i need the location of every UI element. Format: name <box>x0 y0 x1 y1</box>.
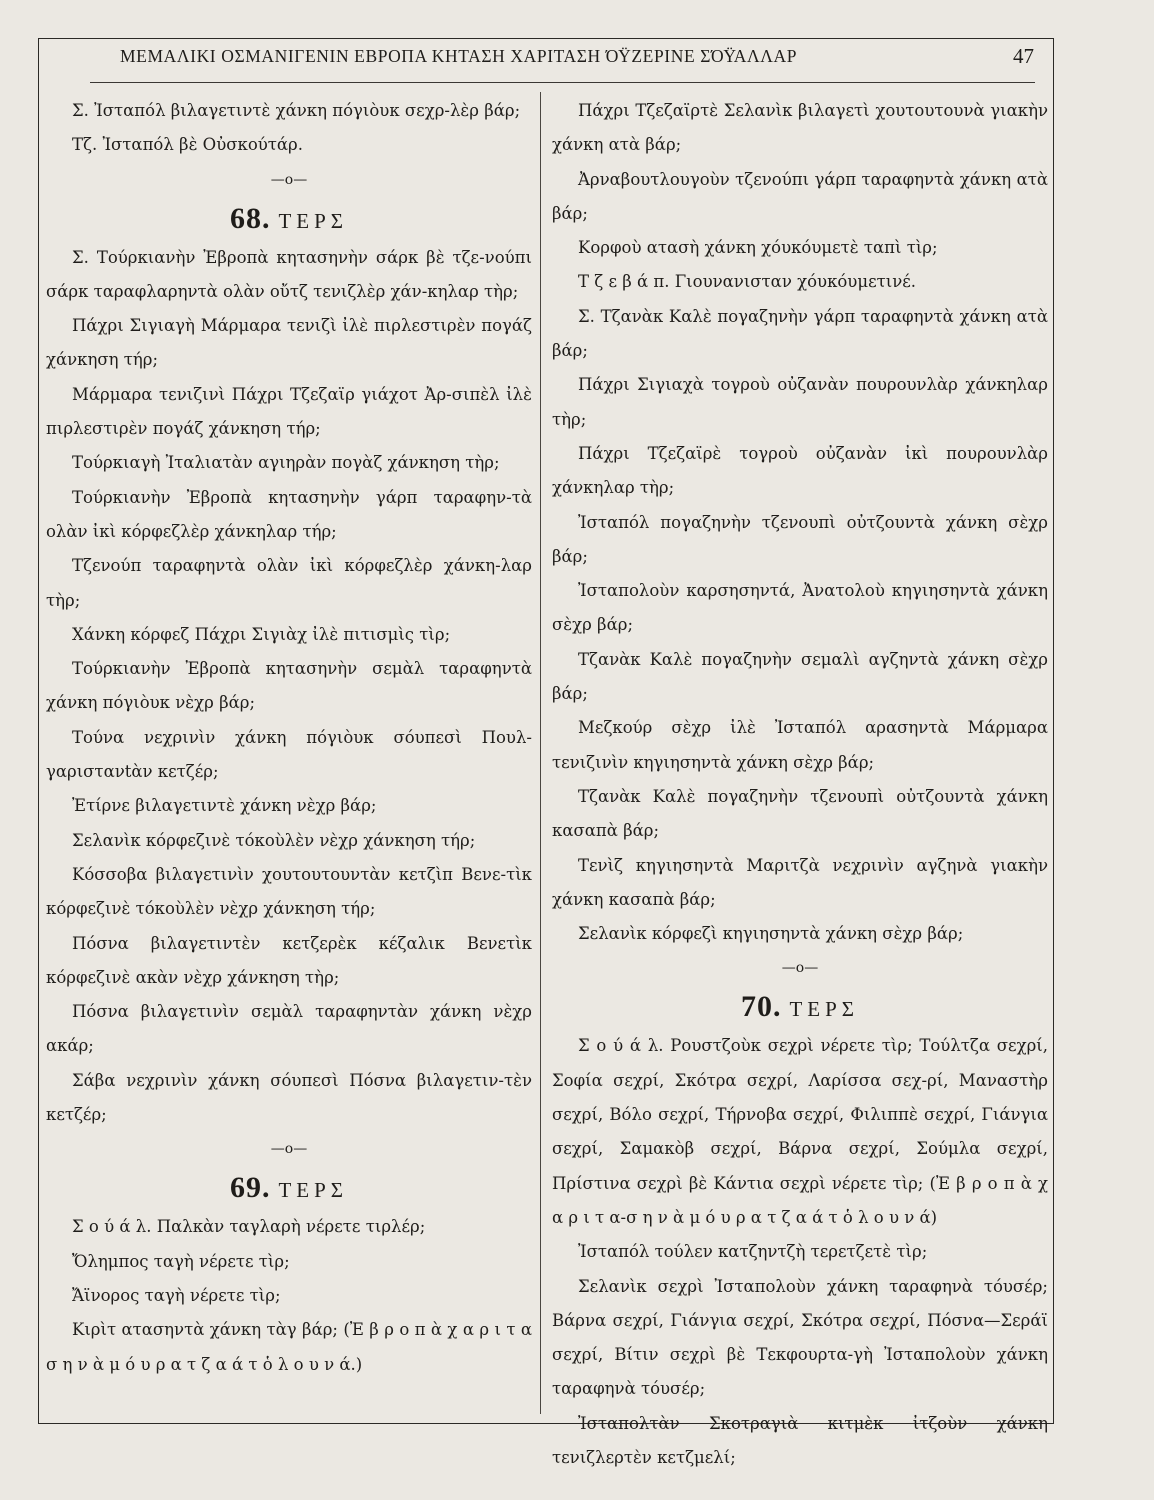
page-number: 47 <box>1013 44 1034 68</box>
paragraph: Κιρὶτ ατασηντὰ χάνκη τὰγ βάρ; (Ἐ β ρ ο π ὰ χ α ρ ι τ α σ η ν ὰ μ ό υ ρ α τ ζ α ά τ ὁ λ ο υ ν ά.) <box>46 1320 532 1374</box>
section-separator: —ο— <box>781 960 819 977</box>
running-title: ΜΕΜΑΛΙΚΙ ΟΣΜΑΝΙΓΕΝΙΝ ΕΒΡΟΠΑ ΚΗΤΑΣΗ ΧΑΡΙΤΑΣΗ ΌΫΖΕΡΙΝΕ ΣΌΫΑΛΛΑΡ <box>120 46 798 66</box>
paragraph: Τζανὰκ Καλὲ πογαζηνὴν σεμαλὶ αγζηντὰ χάνκη σὲχρ βάρ; <box>552 649 1048 704</box>
paragraph: Ἄϊνορος ταγὴ νέρετε τὶρ; <box>72 1285 281 1305</box>
paragraph: Ἐτίρνε βιλαγετιντὲ χάνκη νὲχρ βάρ; <box>72 796 377 816</box>
section-separator: —ο— <box>270 171 308 188</box>
lesson-number: 70. <box>740 990 782 1024</box>
lesson-heading-70 <box>552 985 1048 1029</box>
paragraph: Σ ο ύ ά λ. Ρουστζοὺκ σεχρὶ νέρετε τὶρ; Τούλτζα σεχρί, Σοφία σεχρί, Σκότρα σεχρί, Λαρίσσα σεχ-ρί, Μαναστὴρ σεχρί, Βόλο σεχρί, Τήρνοβα σεχρί, Φιλιππὲ σεχρί, Γιάνγια σεχρί, Σαμακὸβ σεχρί, Βάρνα σεχρί, Σούμλα σεχρί, Πρίστινα σεχρὶ βὲ Κάντια σεχρὶ νέρετε τὶρ; (Ἐ β ρ ο π ὰ χ α ρ ι τ α-σ η ν ὰ μ ό υ ρ α τ ζ α ά τ ὁ λ ο υ ν ά) <box>552 1036 1048 1227</box>
lesson-word: ΤΕΡΣ <box>278 1178 349 1203</box>
paragraph: Πόσνα βιλαγετιντὲν κετζερὲκ κέζαλικ Βενετὶκ κόρφεζινὲ ακὰν νὲχρ χάνκηση τὴρ; <box>46 933 532 987</box>
left-column <box>46 94 532 1382</box>
running-header <box>38 46 1054 74</box>
paragraph: Σελανὶκ σεχρὶ Ἰσταπολοὺν χάνκη ταραφηνὰ τόυσέρ; Βάρνα σεχρί, Γιάνγια σεχρί, Σκότρα σεχρί, Πόσνα—Σεράϊ σεχρί, Βίτιν σεχρὶ βὲ Τεκφουρτα-γὴ Ἰσταπολοὺν χάνκη ταραφηνὰ τόυσέρ; <box>552 1276 1048 1399</box>
paragraph: Σ. Ἰσταπόλ βιλαγετιντὲ χάνκη πόγιὸυκ σεχρ-λὲρ βάρ; <box>72 101 521 120</box>
paragraph: Τούνα νεχρινὶν χάνκη πόγιὸυκ σόυπεσὶ Πουλ-γαριστανtὰν κετζέρ; <box>46 727 532 782</box>
paragraph: Πάχρι Σιγιαγὴ Μάρμαρα τενιζὶ ἰλὲ πιρλεστιρὲν πογάζ χάνκηση τήρ; <box>46 316 532 370</box>
paragraph: Τούρκιανὴν Ἐβροπὰ κητασηνὴν γάρπ ταραφην-τὰ ολὰν ἰκὶ κόρφεζλὲρ χάνκηλαρ τήρ; <box>46 487 532 541</box>
lesson-word: ΤΕΡΣ <box>789 997 860 1022</box>
paragraph: Ἰσταπολοὺν καρσησηντά, Ἀνατολοὺ κηγιησηντὰ χάνκη σὲχρ βάρ; <box>552 581 1048 635</box>
lesson-number: 68. <box>229 201 271 235</box>
lesson-word: ΤΕΡΣ <box>278 208 349 233</box>
lesson-heading-68 <box>46 197 532 241</box>
paragraph: Σ ο ύ ά λ. Παλκὰν ταγλαρὴ νέρετε τιρλέρ; <box>72 1217 426 1237</box>
paragraph: Χάνκη κόρφεζ Πάχρι Σιγιὰχ ἰλὲ πιτισμὶς τὶρ; <box>72 624 451 644</box>
paragraph: Σάβα νεχρινὶν χάνκη σόυπεσὶ Πόσνα βιλαγετιν-τὲν κετζέρ; <box>46 1070 532 1125</box>
paragraph: Τ ζ ε β ά π. Γιουνανισταν χόυκόυμετινέ. <box>578 272 917 292</box>
section-separator: —ο— <box>270 1141 308 1158</box>
right-column <box>552 94 1048 1475</box>
paragraph: Ὄλημπος ταγὴ νέρετε τὶρ; <box>72 1251 290 1271</box>
paragraph: Τούρκιαγὴ Ἰταλιατὰν αγιηρὰν πογὰζ χάνκηση τὴρ; <box>72 453 500 473</box>
paragraph: Πάχρι Τζεζαϊρτὲ Σελανὶκ βιλαγετὶ χουτουτουνὰ γιακὴν χάνκη ατὰ βάρ; <box>552 101 1048 155</box>
paragraph: Ἀρναβουτλουγοὺν τζενούπι γάρπ ταραφηντὰ χάνκη ατὰ βάρ; <box>552 169 1048 223</box>
paragraph: Πάχρι Σιγιαχὰ τογροὺ οὐζανὰν πουρουνλὰρ χάνκηλαρ τὴρ; <box>552 375 1048 429</box>
lesson-heading-69 <box>46 1166 532 1210</box>
paragraph: Ἰσταπολτὰν Σκοτραγιὰ κιτμὲκ ἰτζοὺν χάνκη τενιζλερτὲν κετζμελί; <box>552 1413 1048 1467</box>
paragraph: Πόσνα βιλαγετινὶν σεμὰλ ταραφηντὰν χάνκη νὲχρ ακάρ; <box>46 1002 532 1056</box>
paragraph: Σ. Τζανὰκ Καλὲ πογαζηνὴν γάρπ ταραφηντὰ χάνκη ατὰ βάρ; <box>552 306 1048 361</box>
paragraph: Τζανὰκ Καλὲ πογαζηνὴν τζενουπὶ οὐτζουντὰ χάνκη κασαπὰ βάρ; <box>552 786 1048 841</box>
lesson-number: 69. <box>229 1171 271 1205</box>
header-rule <box>90 82 1035 83</box>
paragraph: Κόσσοβα βιλαγετινὶν χουτουτουντὰν κετζὶπ Βενε-τὶκ κόρφεζινὲ τόκοὺλὲν νὲχρ χάνκηση τήρ; <box>46 864 532 919</box>
paragraph: Σελανὶκ κόρφεζὶ κηγιησηντὰ χάνκη σὲχρ βάρ; <box>578 924 964 944</box>
paragraph: Τζ. Ἰσταπόλ βὲ Οὐσκούτάρ. <box>72 135 303 155</box>
paragraph: Τζενούπ ταραφηντὰ ολὰν ἰκὶ κόρφεζλὲρ χάνκη-λαρ τὴρ; <box>46 556 532 610</box>
paragraph: Μεζκούρ σὲχρ ἰλὲ Ἰσταπόλ αρασηντὰ Μάρμαρα τενιζινὶν κηγιησηντὰ χάνκη σὲχρ βάρ; <box>552 718 1048 772</box>
paragraph: Ἰσταπόλ τούλεν κατζηντζὴ τερετζετὲ τὶρ; <box>578 1242 928 1262</box>
paragraph: Κορφοὺ ατασὴ χάνκη χόυκόυμετὲ ταπὶ τὶρ; <box>578 238 938 258</box>
paragraph: Μάρμαρα τενιζινὶ Πάχρι Τζεζαϊρ γιάχοτ Ἀρ-σιπὲλ ἰλὲ πιρλεστιρὲν πογάζ χάνκηση τήρ; <box>46 384 532 439</box>
paragraph: Σ. Τούρκιανὴν Ἐβροπὰ κητασηνὴν σάρκ βὲ τζε-νούπι σάρκ ταραφλαρηντὰ ολὰν οὔτζ τενιζλὲρ χάν-κηλαρ τὴρ; <box>46 247 532 301</box>
paragraph: Τενὶζ κηγιησηντὰ Μαριτζὰ νεχρινὶν αγζηνὰ γιακὴν χάνκη κασαπὰ βάρ; <box>552 855 1048 909</box>
paragraph: Πάχρι Τζεζαϊρὲ τογροὺ οὐζανὰν ἰκὶ πουρουνλὰρ χάνκηλαρ τὴρ; <box>552 443 1048 498</box>
paragraph: Σελανὶκ κόρφεζινὲ τόκοὺλὲν νὲχρ χάνκηση τήρ; <box>72 830 476 850</box>
column-divider <box>540 92 541 1414</box>
paragraph: Τούρκιανὴν Ἐβροπὰ κητασηνὴν σεμὰλ ταραφηντὰ χάνκη πόγιὸυκ νὲχρ βάρ; <box>46 659 532 713</box>
paragraph: Ἰσταπόλ πογαζηνὴν τζενουπὶ οὐτζουντὰ χάνκη σὲχρ βάρ; <box>552 512 1048 566</box>
